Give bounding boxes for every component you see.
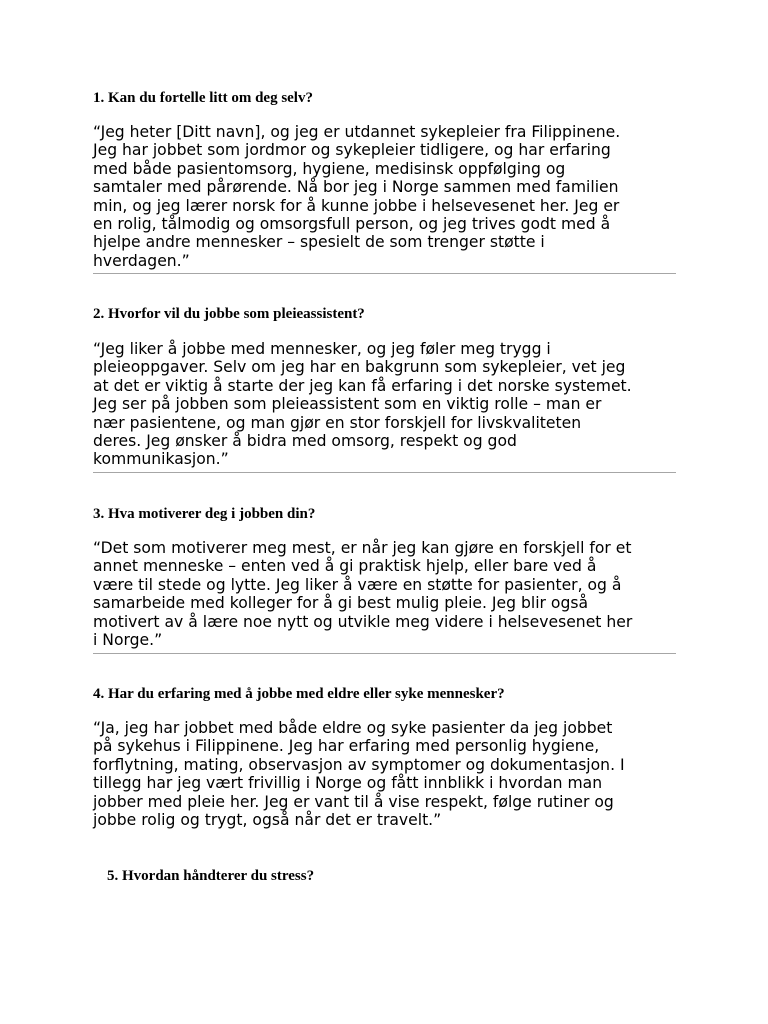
- question-3-heading: 3. Hva motiverer deg i jobben din?: [93, 506, 316, 522]
- answer-2-paragraph: “Jeg liker å jobbe med mennesker, og jeg føler meg trygg i pleieoppgaver. Selv om jeg har en bakgrunn som sykepleier, vet jeg at det er viktig å starte der jeg kan få erfaring i det norske systemet. Jeg ser på jobben som pleieassistent som en viktig rolle – man er nær pasientene, og man gjør en stor forskjell for livskvaliteten deres. Jeg ønsker å bidra med omsorg, respekt og god kommunikasjon.”: [93, 340, 632, 469]
- question-1-heading: 1. Kan du fortelle litt om deg selv?: [93, 90, 313, 106]
- question-2-heading: 2. Hvorfor vil du jobbe som pleieassistent?: [93, 306, 365, 322]
- section-divider: [93, 273, 676, 274]
- answer-4-paragraph: “Ja, jeg har jobbet med både eldre og syke pasienter da jeg jobbet på sykehus i Filippinene. Jeg har erfaring med personlig hygiene, forflytning, mating, observasjon av symptomer og dokumentasjon. I tillegg har jeg vært frivillig i Norge og fått innblikk i hvordan man jobber med pleie her. Jeg er vant til å vise respekt, følge rutiner og jobbe rolig og trygt, også når det er travelt.”: [93, 719, 625, 830]
- question-4-heading: 4. Har du erfaring med å jobbe med eldre eller syke mennesker?: [93, 686, 505, 702]
- section-divider: [93, 653, 676, 654]
- section-divider: [93, 472, 676, 473]
- answer-3-paragraph: “Det som motiverer meg mest, er når jeg kan gjøre en forskjell for et annet menneske – enten ved å gi praktisk hjelp, eller bare ved å være til stede og lytte. Jeg liker å være en støtte for pasienter, og å samarbeide med kolleger for å gi best mulig pleie. Jeg blir også motivert av å lære noe nytt og utvikle meg videre i helsevesenet her i Norge.”: [93, 539, 633, 650]
- answer-1-paragraph: “Jeg heter [Ditt navn], og jeg er utdannet sykepleier fra Filippinene. Jeg har jobbet som jordmor og sykepleier tidligere, og har erfaring med både pasientomsorg, hygiene, medisinsk oppfølging og samtaler med pårørende. Nå bor jeg i Norge sammen med familien min, og jeg lærer norsk for å kunne jobbe i helsevesenet her. Jeg er en rolig, tålmodig og omsorgsfull person, og jeg trives godt med å hjelpe andre mennesker – spesielt de som trenger støtte i hverdagen.”: [93, 123, 621, 270]
- question-5-heading: 5. Hvordan håndterer du stress?: [107, 868, 315, 884]
